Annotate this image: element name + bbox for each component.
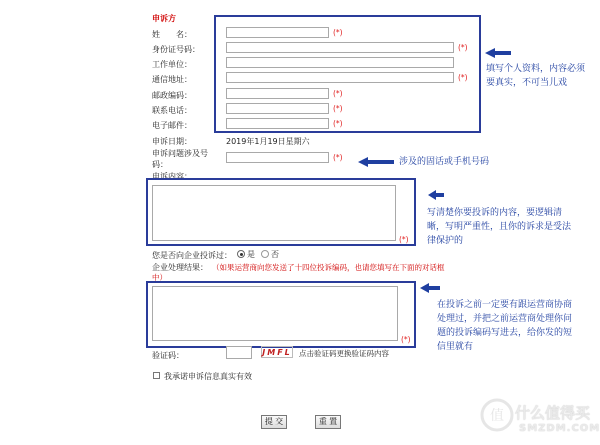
complaint-date-label: 申诉日期： bbox=[152, 137, 192, 146]
commit-label: 我承诺申诉信息真实有效 bbox=[164, 372, 252, 381]
arrow-left-icon bbox=[485, 48, 511, 60]
name-label: 姓 名： bbox=[152, 30, 192, 39]
commit-checkbox[interactable] bbox=[153, 372, 160, 379]
personal-info-annotation-line-1: 填写个人资料，内容必须 bbox=[486, 64, 586, 74]
radio-no[interactable] bbox=[261, 250, 269, 258]
smzdm-logo-icon bbox=[480, 398, 514, 434]
svg-text:值: 值 bbox=[490, 408, 504, 424]
watermark-cn: 什么值得买 bbox=[515, 404, 591, 422]
captcha-image[interactable]: JMFL bbox=[262, 348, 292, 357]
phone-involved-label-1: 申诉问题涉及号 bbox=[152, 149, 208, 158]
result-annotation-line-4: 信里就有 bbox=[437, 342, 474, 352]
arrow-left-icon bbox=[358, 157, 394, 169]
result-textarea[interactable] bbox=[152, 286, 398, 341]
watermark-en: SMZDM.COM bbox=[519, 423, 600, 434]
radio-yes-label: 是 bbox=[247, 250, 255, 259]
id-number-label: 身份证号码： bbox=[152, 45, 200, 54]
submit-button[interactable]: 提 交 bbox=[261, 415, 287, 429]
phone-required: (*) bbox=[333, 104, 343, 113]
personal-info-annotation-line-2: 要真实，不可当儿戏 bbox=[486, 78, 568, 88]
arrow-left-icon bbox=[420, 283, 440, 295]
phone-label: 联系电话： bbox=[152, 106, 192, 115]
reset-button[interactable]: 重 置 bbox=[315, 415, 341, 429]
phone-involved-input[interactable] bbox=[226, 152, 329, 163]
postal-code-required: (*) bbox=[333, 89, 343, 98]
radio-no-label: 否 bbox=[271, 250, 279, 259]
email-label: 电子邮件： bbox=[152, 121, 192, 130]
content-required: (*) bbox=[399, 235, 409, 244]
address-required: (*) bbox=[458, 73, 468, 82]
complaint-date-value: 2019年1月19日星期六 bbox=[226, 137, 310, 146]
radio-yes[interactable] bbox=[237, 250, 245, 258]
content-annotation-line-1: 写清楚你要投诉的内容，要逻辑清 bbox=[427, 208, 563, 218]
address-label: 通信地址： bbox=[152, 75, 192, 84]
result-annotation-line-3: 题的投诉编码写进去，给你发的短 bbox=[437, 328, 573, 338]
company-result-label: 企业处理结果： bbox=[152, 263, 208, 272]
captcha-input[interactable] bbox=[226, 346, 252, 359]
content-label: 申诉内容： bbox=[152, 172, 192, 181]
personal-info-highlight-box bbox=[214, 15, 481, 133]
captcha-label: 验证码： bbox=[152, 351, 184, 360]
content-annotation-line-3: 律保护的 bbox=[427, 236, 464, 246]
work-unit-label: 工作单位： bbox=[152, 60, 192, 69]
result-annotation-line-2: 处理过，并把之前运营商处理你问 bbox=[437, 314, 573, 324]
company-complaint-label: 您是否向企业投诉过： bbox=[152, 251, 232, 260]
phone-involved-label-2: 码： bbox=[152, 160, 168, 169]
content-annotation-line-2: 晰，写明严重性，且你的诉求是受法 bbox=[427, 222, 572, 232]
captcha-hint[interactable]: 点击验证码更换验证码内容 bbox=[299, 349, 389, 358]
result-required: (*) bbox=[401, 335, 411, 344]
phone-annotation: 涉及的固话或手机号码 bbox=[399, 157, 490, 167]
content-textarea[interactable] bbox=[152, 185, 396, 241]
arrow-left-icon bbox=[428, 190, 444, 202]
phone-involved-required: (*) bbox=[333, 153, 343, 162]
name-required: (*) bbox=[333, 28, 343, 37]
postal-code-label: 邮政编码： bbox=[152, 91, 192, 100]
company-result-note-1: （如果运营商向您发送了十四位投诉编码，也请您填写在下面的对话框 bbox=[212, 263, 445, 272]
section-title: 申诉方 bbox=[152, 14, 176, 23]
company-result-note-2: 中） bbox=[152, 273, 167, 282]
email-required: (*) bbox=[333, 119, 343, 128]
id-number-required: (*) bbox=[458, 43, 468, 52]
result-annotation-line-1: 在投诉之前一定要有跟运营商协商 bbox=[437, 300, 573, 310]
